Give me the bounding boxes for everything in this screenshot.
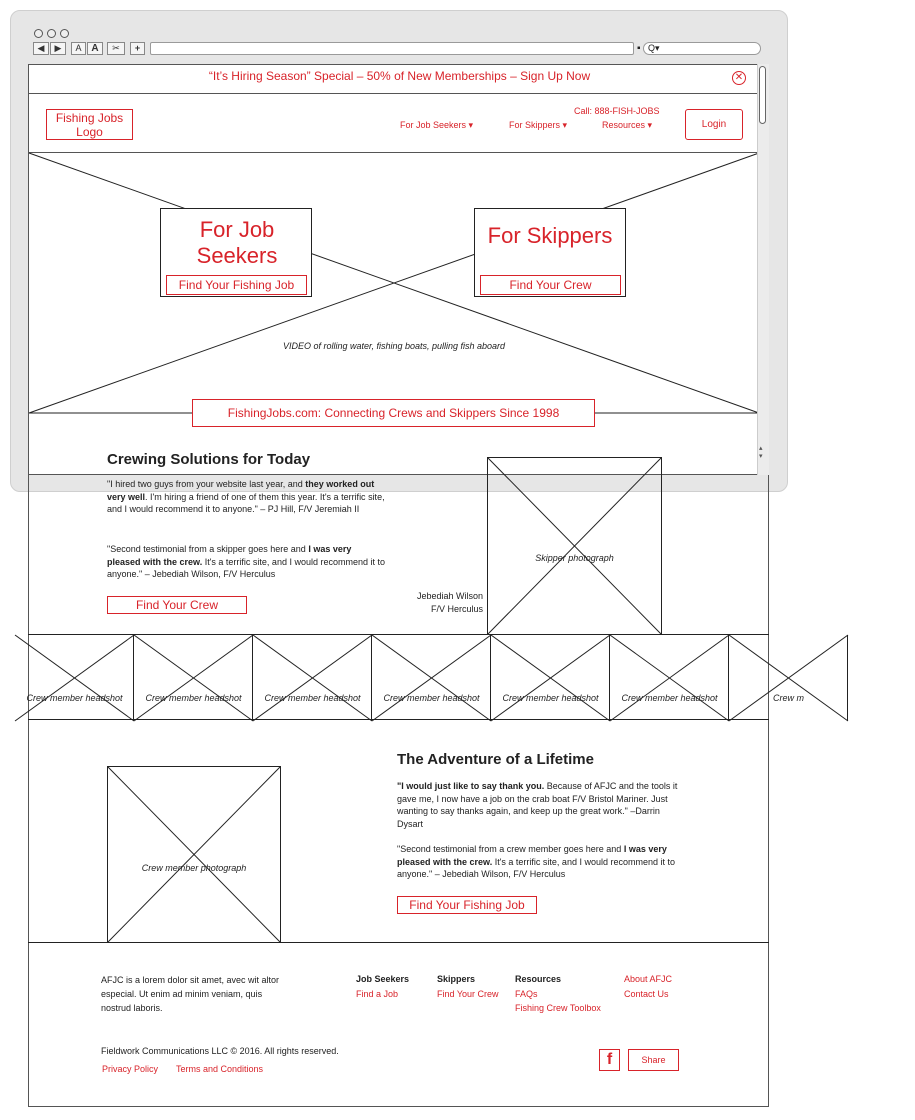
video-placeholder-icon [29,153,759,476]
footer-heading-resources: Resources [515,974,562,984]
skipper-name: Jebediah Wilson F/V Herculus [416,591,483,614]
window-minimize-dot[interactable] [47,29,56,38]
scroll-thumb[interactable] [759,66,766,124]
crew-testimonial-1: "I would just like to say thank you. Because of AFJC and the tools it gave me, I now have a job on the crab boat F/V Bristol Mariner. Just wanting to say thanks again, and keep up the great work." –Darrin Dysart [397,781,678,829]
skippers-title: For Skippers [487,223,613,248]
site-logo[interactable]: Fishing Jobs Logo [46,109,133,140]
facebook-icon[interactable]: f [599,1049,620,1071]
terms-link[interactable]: Terms and Conditions [176,1064,264,1074]
privacy-policy-link[interactable]: Privacy Policy [102,1064,159,1074]
image-placeholder-icon [134,635,253,721]
forward-button[interactable]: ▶ [50,42,66,55]
nav-resources[interactable]: Resources ▾ [602,120,653,130]
headshot-caption: Crew member headshot [264,693,361,703]
crew-headshot [134,635,253,721]
nav-job-seekers[interactable]: For Job Seekers ▾ [400,120,474,130]
browser-search-input[interactable]: Q▾ [643,42,761,55]
headshot-caption: Crew member headshot [145,693,242,703]
close-icon[interactable]: ✕ [732,71,746,85]
font-smaller-button[interactable]: A [71,42,86,55]
find-crew-button[interactable]: Find Your Crew [480,275,621,295]
find-fishing-job-button[interactable]: Find Your Fishing Job [166,275,307,295]
image-placeholder-icon [610,635,729,721]
headshot-caption: Crew member headshot [383,693,480,703]
image-placeholder-icon [108,767,280,942]
nav-skippers[interactable]: For Skippers ▾ [509,120,568,130]
hero-tagline: FishingJobs.com: Connecting Crews and Skippers Since 1998 [192,399,595,427]
footer-link-find-a-job[interactable]: Find a Job [356,989,399,999]
adventure-title: The Adventure of a Lifetime [397,751,594,768]
vertical-scrollbar[interactable] [757,64,769,475]
find-fishing-job-button-2[interactable]: Find Your Fishing Job [397,896,537,914]
job-seekers-card [160,208,312,297]
phone-number[interactable]: Call: 888-FISH-JOBS [574,106,660,116]
promo-banner[interactable]: “It’s Hiring Season” Special – 50% of New Memberships – Sign Up Now [208,69,591,83]
footer-heading-job-seekers: Job Seekers [356,974,410,984]
scroll-arrows-icon[interactable]: ▴ ▾ [759,445,763,460]
headshot-caption: Crew member headshot [26,693,123,703]
skipper-photo-caption: Skipper photograph [535,553,614,563]
font-larger-button[interactable]: A [87,42,103,55]
skipper-testimonial-1: "I hired two guys from your website last year, and they worked out very well. I'm hiring a friend of one of them this year. It's a terrific site, and I would recommend it to anyone." – PJ Hill, F/V Jeremiah II [107,479,385,514]
headshot-strip [26,634,804,720]
crew-member-photo [107,766,281,943]
add-tab-button[interactable]: + [130,42,145,55]
job-seekers-title: For Job Seekers [196,217,278,268]
window-zoom-dot[interactable] [60,29,69,38]
skipper-photo [487,457,662,635]
skipper-testimonial-2: "Second testimonial from a skipper goes here and I was very pleased with the crew. It's a terrific site, and I would recommend it to anyone." – Jebediah Wilson, F/V Herculus [107,544,385,579]
footer-link-toolbox[interactable]: Fishing Crew Toolbox [515,1003,601,1013]
hero-video-area[interactable] [29,153,759,476]
tools-button[interactable]: ✂ [107,42,125,55]
find-crew-button-2[interactable]: Find Your Crew [107,596,247,614]
crew-headshot [610,635,729,721]
footer-link-contact[interactable]: Contact Us [624,989,669,999]
login-button[interactable]: Login [685,109,743,140]
image-placeholder-icon [253,635,372,721]
crew-headshot [253,635,372,721]
url-menu-icon[interactable]: ▪ [637,43,641,54]
headshot-caption: Crew m [773,693,804,703]
footer-link-faqs[interactable]: FAQs [515,989,538,999]
image-placeholder-icon [488,458,661,634]
browser-viewport [28,64,769,475]
crew-headshot [372,635,491,721]
headshot-caption: Crew member headshot [502,693,599,703]
image-placeholder-icon [15,635,134,721]
image-placeholder-icon [372,635,491,721]
image-placeholder-icon [729,635,848,721]
skippers-card [474,208,626,297]
crew-headshot [491,635,610,721]
crew-headshot [729,635,848,721]
crewing-title: Crewing Solutions for Today [107,451,311,468]
headshot-caption: Crew member headshot [621,693,718,703]
image-placeholder-icon [491,635,610,721]
footer-link-about[interactable]: About AFJC [624,974,673,984]
back-button[interactable]: ◀ [33,42,49,55]
crew-photo-caption: Crew member photograph [141,863,247,873]
footer-blurb: AFJC is a lorem dolor sit amet, avec wit altor especial. Ut enim ad minim veniam, quis nostrud laboris. [101,975,280,1013]
share-button[interactable]: Share [628,1049,679,1071]
video-caption: VIDEO of rolling water, fishing boats, pulling fish aboard [282,341,506,351]
crew-testimonial-2: "Second testimonial from a crew member goes here and I was very pleased with the crew. It's a terrific site, and I would recommend it to anyone." – Jebediah Wilson, F/V Herculus [397,844,675,879]
section-divider [28,942,769,943]
url-input[interactable] [150,42,634,55]
footer-heading-skippers: Skippers [437,974,476,984]
crew-headshot [15,635,134,721]
copyright: Fieldwork Communications LLC © 2016. All rights reserved. [101,1046,339,1056]
window-close-dot[interactable] [34,29,43,38]
footer-link-find-your-crew[interactable]: Find Your Crew [437,989,499,999]
